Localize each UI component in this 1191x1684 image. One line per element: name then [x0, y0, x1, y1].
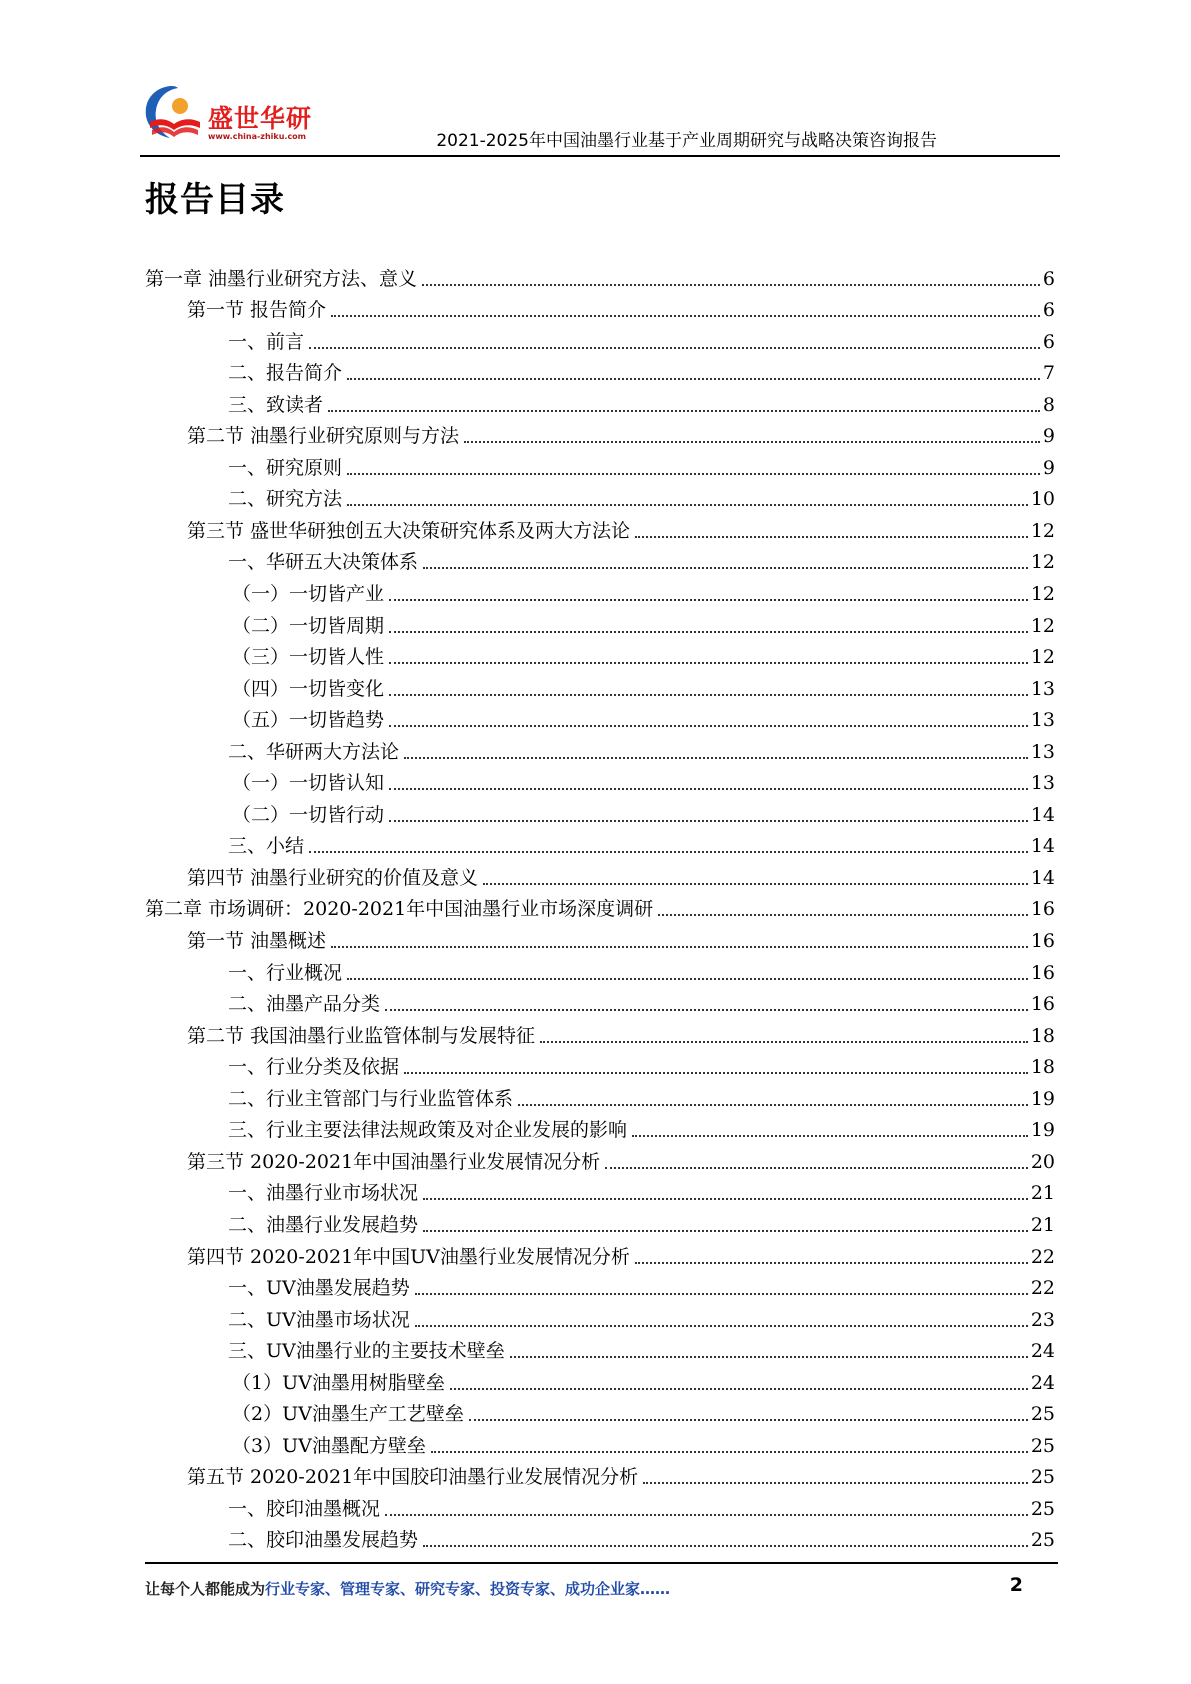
toc-dot-leader: [331, 315, 1040, 317]
toc-entry-page: 25: [1030, 1466, 1055, 1489]
toc-entry[interactable]: [145, 925, 1055, 957]
toc-entry-title: 一、研究原则: [228, 456, 343, 479]
toc-dot-leader: [404, 1072, 1028, 1074]
toc-entry[interactable]: [145, 1525, 1055, 1557]
toc-entry-page: 25: [1030, 1497, 1055, 1520]
toc-entry-title: 三、小结: [228, 835, 305, 858]
toc-entry[interactable]: [145, 862, 1055, 894]
toc-dot-leader: [347, 473, 1040, 475]
toc-entry-title: 第一节 报告简介: [187, 299, 327, 322]
toc-entry-page: 12: [1030, 583, 1055, 606]
toc-entry-title: 二、行业主管部门与行业监管体系: [228, 1087, 514, 1110]
toc-entry-title: 三、致读者: [228, 393, 324, 416]
toc-entry-page: 13: [1030, 677, 1055, 700]
toc-entry[interactable]: [145, 673, 1055, 705]
toc-entry-title: （2）UV油墨生产工艺壁垒: [232, 1403, 464, 1426]
footer-slogan-roles: 行业专家、管理专家、研究专家、投资专家、成功企业家……: [265, 1580, 671, 1598]
toc-entry[interactable]: [145, 989, 1055, 1021]
toc-entry-title: 第二节 我国油墨行业监管体制与发展特征: [187, 1024, 536, 1047]
toc-entry-page: 12: [1030, 551, 1055, 574]
toc-dot-leader: [518, 1104, 1028, 1106]
toc-entry-page: 12: [1030, 646, 1055, 669]
toc-entry[interactable]: [145, 610, 1055, 642]
toc-entry[interactable]: [145, 1399, 1055, 1431]
toc-dot-leader: [389, 662, 1028, 664]
toc-entry-page: 8: [1042, 393, 1055, 416]
footer-slogan-lead: 让每个人都能成为: [145, 1580, 266, 1598]
toc-dot-leader: [347, 978, 1028, 980]
toc-dot-leader: [605, 1167, 1028, 1169]
toc-dot-leader: [483, 883, 1028, 885]
header-divider: [140, 155, 1060, 157]
toc-entry-title: 二、报告简介: [228, 362, 343, 385]
toc-entry[interactable]: [145, 515, 1055, 547]
toc-entry-page: 6: [1042, 330, 1055, 353]
toc-dot-leader: [540, 1041, 1028, 1043]
toc-entry[interactable]: [145, 736, 1055, 768]
toc-entry-title: 第一节 油墨概述: [187, 930, 327, 953]
brand-url: www.china-zhiku.com: [208, 132, 307, 141]
toc-entry-title: （二）一切皆行动: [232, 803, 385, 826]
toc-dot-leader: [510, 1356, 1028, 1358]
toc-dot-leader: [632, 1135, 1028, 1137]
toc-entry[interactable]: [145, 578, 1055, 610]
toc-entry-title: （二）一切皆周期: [232, 614, 385, 637]
toc-dot-leader: [658, 914, 1028, 916]
toc-entry-title: 二、油墨行业发展趋势: [228, 1213, 419, 1236]
toc-entry[interactable]: [145, 295, 1055, 327]
toc-entry-title: 一、行业分类及依据: [228, 1056, 400, 1079]
toc-entry-page: 9: [1042, 425, 1055, 448]
toc-entry-page: 16: [1030, 898, 1055, 921]
toc-entry[interactable]: [145, 799, 1055, 831]
toc-entry-title: 一、行业概况: [228, 961, 343, 984]
toc-entry[interactable]: [145, 1083, 1055, 1115]
toc-dot-leader: [328, 410, 1040, 412]
toc-entry-page: 16: [1030, 930, 1055, 953]
page-heading: 报告目录: [145, 180, 285, 220]
toc-entry-page: 13: [1030, 772, 1055, 795]
toc-entry[interactable]: [145, 1178, 1055, 1210]
toc-entry[interactable]: [145, 957, 1055, 989]
toc-dot-leader: [469, 1419, 1028, 1421]
toc-dot-leader: [347, 504, 1028, 506]
toc-entry-page: 20: [1030, 1150, 1055, 1173]
toc-entry-title: 一、前言: [228, 330, 305, 353]
toc-entry[interactable]: [145, 263, 1055, 295]
toc-entry[interactable]: [145, 894, 1055, 926]
toc-entry-page: 22: [1030, 1245, 1055, 1268]
toc-entry-page: 12: [1030, 519, 1055, 542]
toc-entry-title: 二、华研两大方法论: [228, 740, 400, 763]
toc-entry[interactable]: [145, 389, 1055, 421]
toc-entry-title: （五）一切皆趋势: [232, 709, 385, 732]
brand-book-icon: [140, 82, 208, 148]
toc-dot-leader: [643, 1482, 1028, 1484]
toc-entry[interactable]: [145, 484, 1055, 516]
toc-entry-title: 第一章 油墨行业研究方法、意义: [145, 267, 418, 290]
toc-dot-leader: [389, 725, 1028, 727]
toc-entry[interactable]: [145, 1115, 1055, 1147]
toc-entry-title: （1）UV油墨用树脂壁垒: [232, 1371, 445, 1394]
toc-entry[interactable]: [145, 1273, 1055, 1305]
toc-entry[interactable]: [145, 1146, 1055, 1178]
toc-entry-title: 第三节 2020-2021年中国油墨行业发展情况分析: [187, 1150, 601, 1173]
report-title: 2021-2025年中国油墨行业基于产业周期研究与战略决策咨询报告: [436, 131, 937, 151]
toc-dot-leader: [309, 347, 1040, 349]
toc-entry[interactable]: [145, 1020, 1055, 1052]
toc-dot-leader: [389, 599, 1028, 601]
toc-dot-leader: [389, 788, 1028, 790]
toc-dot-leader: [423, 567, 1028, 569]
toc-entry-page: 18: [1030, 1056, 1055, 1079]
toc-entry-page: 14: [1030, 866, 1055, 889]
toc-dot-leader: [389, 631, 1028, 633]
footer-slogan: [145, 1578, 670, 1599]
toc-entry-page: 13: [1030, 709, 1055, 732]
toc-dot-leader: [385, 1514, 1028, 1516]
toc-dot-leader: [431, 1451, 1028, 1453]
toc-dot-leader: [635, 1262, 1028, 1264]
toc-dot-leader: [389, 820, 1028, 822]
toc-entry-page: 19: [1030, 1119, 1055, 1142]
toc-entry[interactable]: [145, 831, 1055, 863]
toc-dot-leader: [423, 1545, 1028, 1547]
toc-entry-page: 18: [1030, 1024, 1055, 1047]
toc-dot-leader: [450, 1388, 1028, 1390]
toc-entry[interactable]: [145, 452, 1055, 484]
toc-entry[interactable]: [145, 1367, 1055, 1399]
toc-entry[interactable]: [145, 358, 1055, 390]
toc-entry-title: 第五节 2020-2021年中国胶印油墨行业发展情况分析: [187, 1466, 639, 1489]
page-number: 2: [1009, 1574, 1023, 1596]
toc-entry[interactable]: [145, 326, 1055, 358]
toc-entry-page: 13: [1030, 740, 1055, 763]
toc-entry[interactable]: [145, 1052, 1055, 1084]
toc-entry-page: 19: [1030, 1087, 1055, 1110]
toc-entry-page: 12: [1030, 614, 1055, 637]
toc-entry-page: 25: [1030, 1529, 1055, 1552]
toc-dot-leader: [404, 757, 1028, 759]
toc-entry-page: 23: [1030, 1308, 1055, 1331]
toc-entry-title: 第四节 2020-2021年中国UV油墨行业发展情况分析: [187, 1245, 630, 1268]
toc-entry-title: 第四节 油墨行业研究的价值及意义: [187, 866, 479, 889]
toc-dot-leader: [423, 1230, 1028, 1232]
toc-entry[interactable]: [145, 1430, 1055, 1462]
toc-entry[interactable]: [145, 1493, 1055, 1525]
toc-entry-page: 24: [1030, 1371, 1055, 1394]
toc-entry[interactable]: [145, 705, 1055, 737]
toc-entry-page: 25: [1030, 1403, 1055, 1426]
toc-entry-title: （3）UV油墨配方壁垒: [232, 1434, 426, 1457]
toc-dot-leader: [331, 946, 1028, 948]
toc-entry[interactable]: [145, 1336, 1055, 1368]
footer-divider: [145, 1562, 1058, 1564]
brand-name: 盛世华研: [208, 104, 313, 133]
toc-entry-page: 16: [1030, 993, 1055, 1016]
toc-entry-title: 二、UV油墨市场状况: [228, 1308, 410, 1331]
toc-entry-title: （四）一切皆变化: [232, 677, 385, 700]
toc-entry-title: 三、行业主要法律法规政策及对企业发展的影响: [228, 1119, 628, 1142]
toc-entry-page: 7: [1042, 362, 1055, 385]
toc-entry[interactable]: [145, 1209, 1055, 1241]
toc-entry-title: 二、油墨产品分类: [228, 993, 381, 1016]
toc-entry-title: （一）一切皆认知: [232, 772, 385, 795]
toc-dot-leader: [389, 694, 1028, 696]
toc-entry-title: 一、UV油墨发展趋势: [228, 1277, 410, 1300]
toc-entry-page: 6: [1042, 299, 1055, 322]
toc-entry-page: 14: [1030, 803, 1055, 826]
toc-entry-page: 21: [1030, 1182, 1055, 1205]
page-header: [140, 82, 1060, 157]
toc-entry[interactable]: [145, 768, 1055, 800]
toc-entry-title: 一、胶印油墨概况: [228, 1497, 381, 1520]
toc-entry-title: 三、UV油墨行业的主要技术壁垒: [228, 1340, 505, 1363]
toc-dot-leader: [347, 378, 1040, 380]
toc-dot-leader: [635, 536, 1028, 538]
toc-entry-title: 二、研究方法: [228, 488, 343, 511]
toc-entry-title: 一、华研五大决策体系: [228, 551, 419, 574]
toc-entry-page: 25: [1030, 1434, 1055, 1457]
toc-entry-title: 一、油墨行业市场状况: [228, 1182, 419, 1205]
toc-entry-title: 二、胶印油墨发展趋势: [228, 1529, 419, 1552]
toc-entry-page: 6: [1042, 267, 1055, 290]
toc-dot-leader: [423, 1198, 1028, 1200]
table-of-contents: [145, 263, 1055, 1556]
toc-entry-page: 22: [1030, 1277, 1055, 1300]
toc-entry[interactable]: [145, 547, 1055, 579]
toc-entry-page: 16: [1030, 961, 1055, 984]
toc-entry-page: 24: [1030, 1340, 1055, 1363]
toc-entry-title: 第二节 油墨行业研究原则与方法: [187, 425, 460, 448]
toc-entry[interactable]: [145, 1462, 1055, 1494]
toc-entry[interactable]: [145, 642, 1055, 674]
toc-entry[interactable]: [145, 1304, 1055, 1336]
toc-dot-leader: [309, 851, 1028, 853]
toc-entry-page: 9: [1042, 456, 1055, 479]
toc-entry-title: 第三节 盛世华研独创五大决策研究体系及两大方法论: [187, 519, 631, 542]
toc-dot-leader: [422, 284, 1040, 286]
toc-entry-page: 14: [1030, 835, 1055, 858]
toc-entry[interactable]: [145, 421, 1055, 453]
toc-dot-leader: [385, 1009, 1028, 1011]
toc-entry-page: 21: [1030, 1213, 1055, 1236]
toc-dot-leader: [464, 441, 1040, 443]
toc-dot-leader: [415, 1293, 1028, 1295]
brand-logo: [140, 82, 313, 148]
toc-dot-leader: [415, 1325, 1028, 1327]
toc-entry-page: 10: [1030, 488, 1055, 511]
toc-entry[interactable]: [145, 1241, 1055, 1273]
toc-entry-title: （三）一切皆人性: [232, 646, 385, 669]
toc-entry-title: 第二章 市场调研：2020-2021年中国油墨行业市场深度调研: [145, 898, 654, 921]
toc-entry-title: （一）一切皆产业: [232, 583, 385, 606]
